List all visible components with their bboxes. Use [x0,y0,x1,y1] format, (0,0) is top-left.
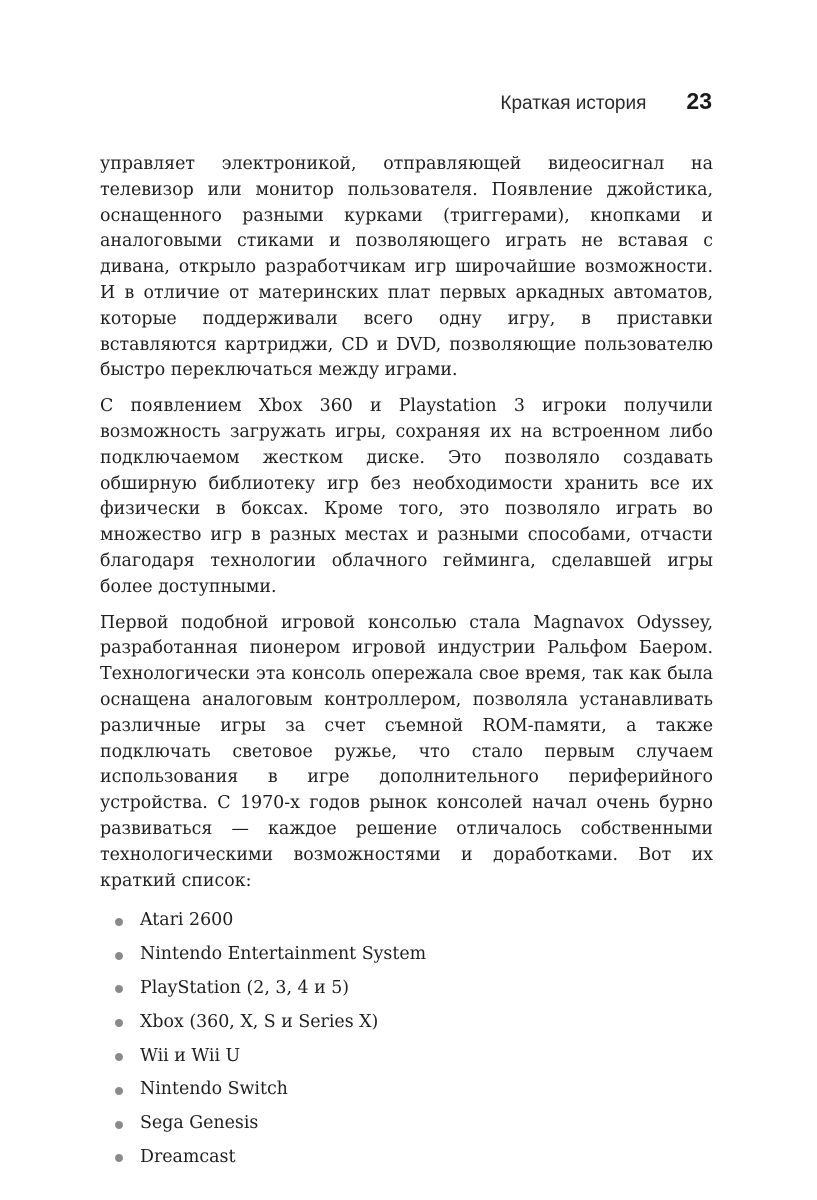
bullet-icon [115,918,123,926]
bullet-icon [115,1087,123,1095]
list-item [100,1006,713,1040]
paragraph: управляет электроникой, отправляющей видеосигнал на телевизор или монитор пользователя. Появление джойстика, оснащенного разными курками (триггерами), кнопками и аналоговыми стиками и позволяющего играть не вставая с дивана, открыло разработчикам игр широчайшие возможности. И в отличие от материнских плат первых аркадных автоматов, которые поддерживали всего одну игру, в приставки вставляются картриджи, CD и DVD, позволяющие пользователю быстро переключаться между играми. [100,154,713,381]
list-item [100,1040,713,1074]
list-item-label: Nintendo Entertainment System [140,944,427,965]
bullet-icon [115,952,123,960]
body-text [100,152,713,1175]
list-item [100,972,713,1006]
bullet-icon [115,985,123,993]
list-item [100,904,713,938]
list-item-label: Atari 2600 [140,910,234,931]
list-item-label: Dreamcast [140,1146,236,1167]
list-item [100,938,713,972]
list-item [100,1107,713,1141]
running-head [500,88,712,115]
bullet-icon [115,1121,123,1129]
bullet-icon [115,1019,123,1027]
list-item-label: Wii и Wii U [140,1045,241,1066]
bullet-icon [115,1053,123,1061]
paragraph: Первой подобной игровой консолью стала Magnavox Odyssey, разработанная пионером игровой индустрии Ральфом Баером. Технологически эта консоль опережала свое время, так как была оснащена аналоговым контроллером, позволяла устанавливать различные игры за счет съемной ROM-памяти, а также подключать световое ружье, что стало первым случаем использования в игре дополнительного периферийного устройства. С 1970-х годов рынок консолей начал очень бурно развиваться — каждое решение отличалось собственными технологическими возможностями и доработками. Вот их краткий список: [100,612,713,891]
section-title: Краткая история [500,93,647,114]
list-item [100,1141,713,1175]
paragraph: С появлением Xbox 360 и Playstation 3 игроки получили возможность загружать игры, сохраняя их на встроенном либо подключаемом жестком диске. Это позволяло создавать обширную библиотеку игр без необходимости хранить все их физически в боксах. Кроме того, это позволяло играть во множество игр в разных местах и разными способами, отчасти благодаря технологии облачного гейминга, сделавшей игры более доступными. [100,396,713,597]
list-item-label: Xbox (360, X, S и Series X) [140,1011,379,1032]
list-item-label: PlayStation (2, 3, 4 и 5) [140,977,350,998]
list-item-label: Nintendo Switch [140,1079,288,1100]
bullet-icon [115,1154,123,1162]
list-item-label: Sega Genesis [140,1113,259,1134]
list-item [100,1073,713,1107]
console-list [100,904,713,1174]
page-number: 23 [686,88,712,114]
